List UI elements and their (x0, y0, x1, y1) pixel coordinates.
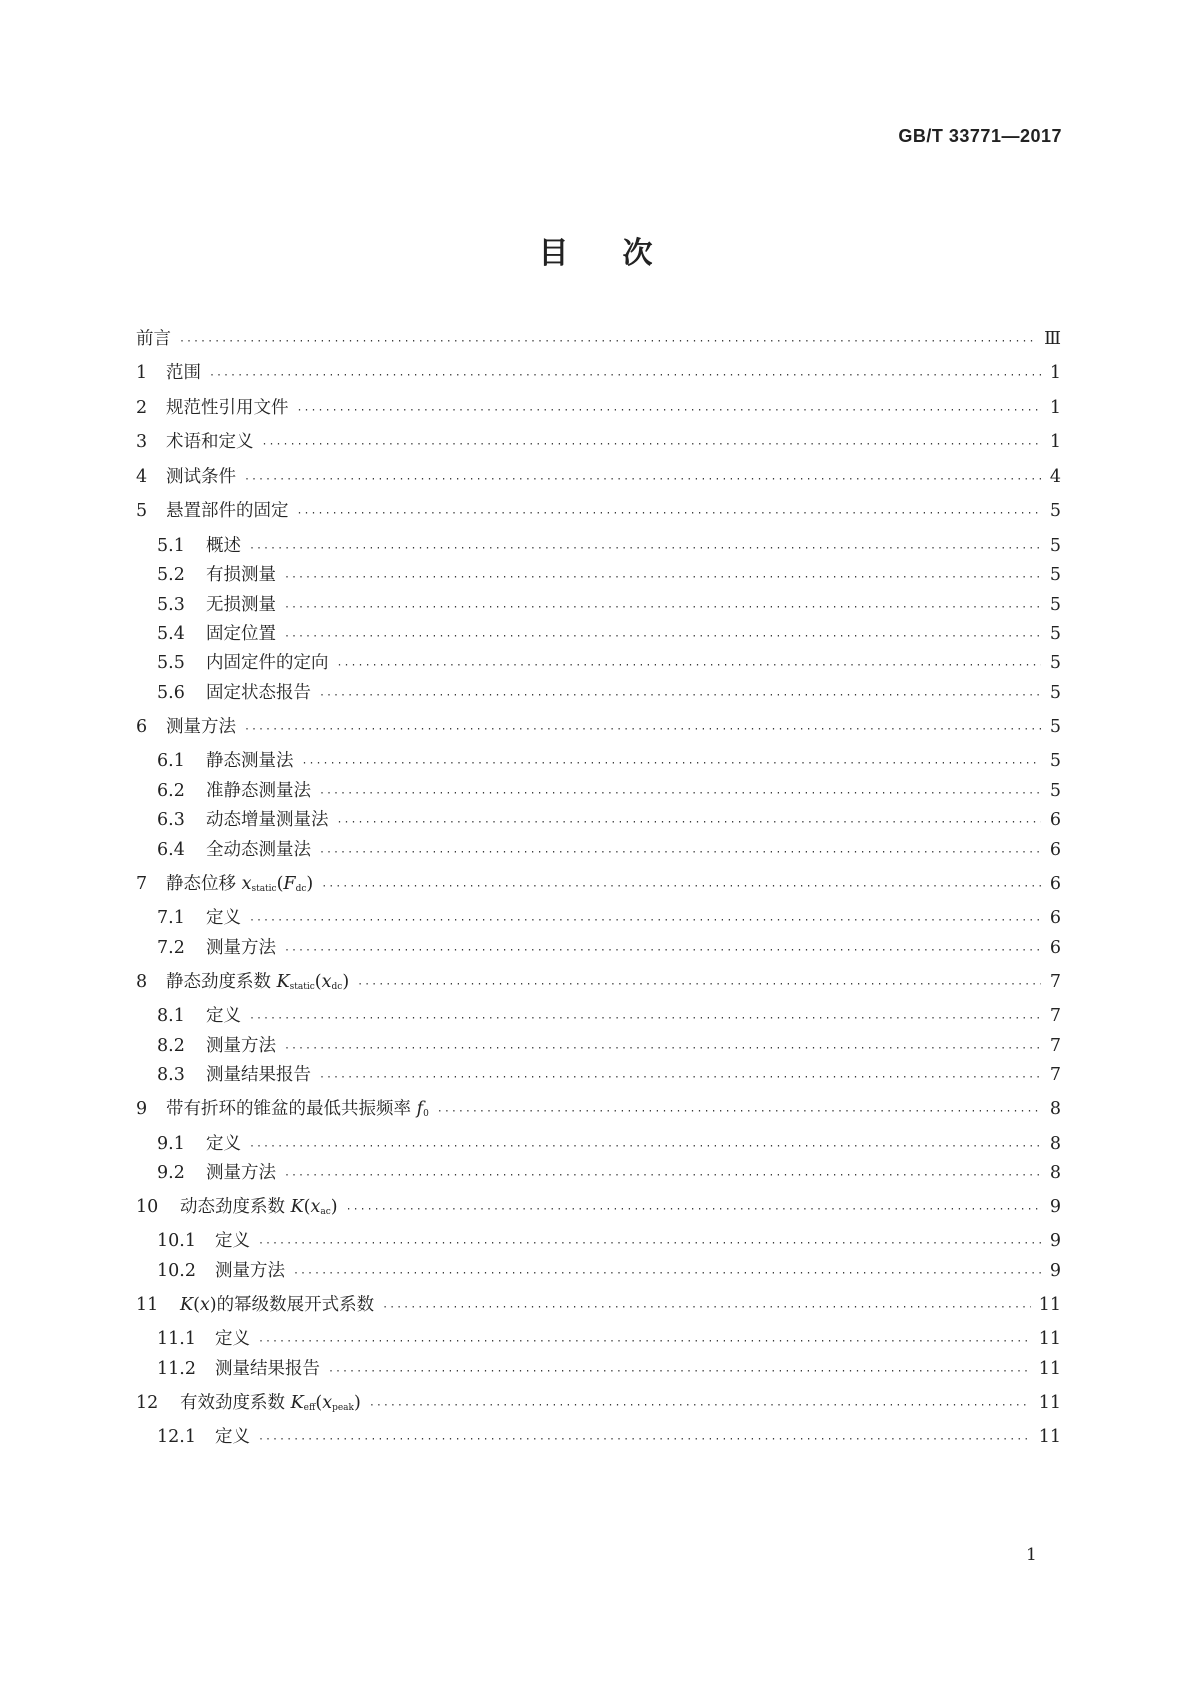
toc-entry-label: 静态位移 $x_{static}(F_{dc})$ (166, 874, 314, 894)
toc-entry-label: 静态测量法 (206, 751, 294, 771)
toc-leader-dots (249, 538, 1041, 560)
toc-entry-number: 12 (136, 1393, 159, 1413)
toc-entry[interactable] (157, 682, 1061, 707)
toc-entry-label: 带有折环的锥盆的最低共振频率 $f_0$ (166, 1099, 429, 1119)
toc-entry-page: 5 (1049, 717, 1061, 737)
toc-leader-dots (284, 1165, 1041, 1187)
toc-entry-label: 静态劲度系数 $K_{static}(x_{dc})$ (166, 972, 350, 992)
toc-entry-label: 定义 (215, 1427, 250, 1447)
toc-entry-page: 7 (1049, 1036, 1061, 1056)
toc-leader-dots (244, 719, 1041, 741)
toc-entry-label: 准静态测量法 (206, 781, 311, 801)
toc-entry-page: 5 (1049, 653, 1061, 673)
toc-entry-number: 6.1 (157, 751, 185, 771)
toc-entry[interactable] (157, 564, 1061, 589)
toc-entry-number: 5.1 (157, 536, 185, 556)
toc-title: 目次 (538, 236, 707, 271)
toc-entry-number: 4 (136, 467, 148, 487)
toc-entry-label: 测量结果报告 (215, 1359, 320, 1379)
toc-entry-number: 9 (136, 1099, 148, 1119)
toc-entry-label: 固定状态报告 (206, 683, 311, 703)
toc-entry-arg-subscript: peak (332, 1403, 355, 1413)
toc-leader-dots (337, 655, 1042, 677)
toc-entry-number: 10.1 (157, 1231, 196, 1251)
toc-entry-label: 术语和定义 (166, 432, 254, 452)
toc-entry[interactable] (157, 1260, 1061, 1285)
toc-entry-page: 11 (1038, 1295, 1061, 1315)
toc-leader-dots (284, 1038, 1041, 1060)
toc-entry[interactable] (157, 1005, 1061, 1030)
toc-leader-dots (249, 1136, 1041, 1158)
toc-entry-number: 11 (136, 1295, 159, 1315)
toc-entry-label: 动态增量测量法 (206, 810, 329, 830)
toc-entry[interactable] (157, 1162, 1061, 1187)
toc-leader-dots (337, 812, 1042, 834)
toc-entry-arg-subscript: dc (331, 982, 343, 992)
toc-entry-number: 5.3 (157, 595, 185, 615)
toc-leader-dots (258, 1233, 1041, 1255)
toc-entry-number: 8.3 (157, 1065, 185, 1085)
toc-entry[interactable] (157, 1133, 1061, 1158)
toc-leader-dots (258, 1331, 1031, 1353)
toc-leader-dots (293, 1263, 1041, 1285)
toc-leader-dots (357, 974, 1041, 996)
toc-entry-page: 6 (1049, 840, 1061, 860)
toc-entry-label: 定义 (215, 1231, 250, 1251)
toc-leader-dots (249, 1008, 1041, 1030)
toc-leader-dots (369, 1395, 1031, 1417)
toc-entry-arg-symbol: x (199, 1295, 210, 1315)
toc-entry-number: 10 (136, 1197, 159, 1217)
toc-entry-page: 11 (1038, 1359, 1061, 1379)
toc-entry[interactable] (136, 466, 1061, 491)
toc-entry-page: 4 (1049, 467, 1061, 487)
toc-entry-page: 5 (1049, 624, 1061, 644)
toc-entry-label: 测量方法 (206, 938, 276, 958)
toc-entry-arg-subscript: dc (295, 884, 307, 894)
toc-entry-subscript: 0 (423, 1109, 429, 1119)
toc-entry-label: 无损测量 (206, 595, 276, 615)
toc-leader-dots (297, 400, 1042, 422)
toc-entry-symbol: f (416, 1099, 424, 1119)
toc-entry-arg-symbol: x (321, 972, 332, 992)
toc-entry-page: 5 (1049, 781, 1061, 801)
toc-entry-number: 7.2 (157, 938, 185, 958)
toc-entry-number: 6.4 (157, 840, 185, 860)
toc-entry[interactable] (157, 652, 1061, 677)
toc-entry-page: 6 (1049, 938, 1061, 958)
toc-entry-page: 11 (1038, 1329, 1061, 1349)
toc-leader-dots (284, 626, 1041, 648)
toc-leader-dots (284, 597, 1041, 619)
toc-entry-label: 定义 (215, 1329, 250, 1349)
toc-entry[interactable] (136, 1196, 1061, 1223)
toc-entry-number: 7 (136, 874, 148, 894)
toc-entry-label: 全动态测量法 (206, 840, 311, 860)
toc-entry-page: 7 (1049, 972, 1061, 992)
toc-leader-dots (328, 1361, 1031, 1383)
toc-entry-page: 5 (1049, 536, 1061, 556)
toc-leader-dots (346, 1199, 1041, 1221)
toc-entry[interactable] (136, 500, 1061, 525)
toc-entry-number: 9.2 (157, 1163, 185, 1183)
toc-entry[interactable] (157, 937, 1061, 962)
toc-entry-label: 固定位置 (206, 624, 276, 644)
toc-entry-label: 规范性引用文件 (166, 398, 289, 418)
toc-entry[interactable] (157, 535, 1061, 560)
toc-entry-page: 1 (1049, 432, 1061, 452)
toc-entry-number: 5.4 (157, 624, 185, 644)
toc-entry-page: 6 (1049, 908, 1061, 928)
toc-entry[interactable] (157, 1426, 1061, 1451)
toc-entry[interactable] (136, 873, 1061, 900)
toc-entry-number: 9.1 (157, 1134, 185, 1154)
toc-entry-label: 内固定件的定向 (206, 653, 329, 673)
toc-entry-number: 11.2 (157, 1359, 196, 1379)
toc-entry-symbol: K (276, 972, 290, 992)
toc-entry-page: 5 (1049, 595, 1061, 615)
toc-entry-number: 6 (136, 717, 148, 737)
toc-entry-label: 前言 (136, 329, 171, 349)
toc-entry[interactable] (157, 1230, 1061, 1255)
toc-entry-label: 悬置部件的固定 (166, 501, 289, 521)
toc-entry-page: 7 (1049, 1006, 1061, 1026)
toc-entry[interactable] (157, 1358, 1061, 1383)
toc-entry-arg-symbol: x (322, 1393, 333, 1413)
toc-entry-label: 定义 (206, 1134, 241, 1154)
toc-entry-label: 测量方法 (166, 717, 236, 737)
toc-leader-dots (179, 331, 1036, 353)
toc-entry-page: 1 (1049, 363, 1061, 383)
toc-entry-page: Ⅲ (1044, 329, 1061, 349)
toc-entry[interactable] (157, 1035, 1061, 1060)
toc-entry[interactable] (157, 594, 1061, 619)
toc-entry[interactable] (157, 1328, 1061, 1353)
toc-entry[interactable] (157, 907, 1061, 932)
toc-entry[interactable] (136, 431, 1061, 456)
toc-entry-number: 5.2 (157, 565, 185, 585)
toc-entry-label: 有损测量 (206, 565, 276, 585)
toc-entry-subscript: static (289, 982, 315, 992)
toc-entry-symbol: K (180, 1295, 194, 1315)
toc-leader-dots (262, 434, 1042, 456)
toc-entry-page: 9 (1049, 1261, 1061, 1281)
toc-entry[interactable] (136, 1392, 1061, 1419)
toc-entry-symbol: x (241, 874, 252, 894)
toc-entry-subscript: static (251, 884, 277, 894)
toc-entry-label: 概述 (206, 536, 241, 556)
toc-entry-label: 有效劲度系数 $K_{eff}(x_{peak})$ (180, 1393, 361, 1413)
toc-entry-symbol: K (290, 1197, 304, 1217)
toc-entry-page: 5 (1049, 501, 1061, 521)
toc-leader-dots (249, 910, 1041, 932)
toc-entry[interactable] (136, 716, 1061, 741)
toc-entry-page: 9 (1049, 1197, 1061, 1217)
toc-entry-page: 9 (1049, 1231, 1061, 1251)
toc-leader-dots (284, 567, 1041, 589)
toc-leader-dots (319, 685, 1041, 707)
toc-entry-arg-subscript: ac (320, 1207, 331, 1217)
toc-leader-dots (319, 783, 1041, 805)
toc-entry-label: 测试条件 (166, 467, 236, 487)
toc-entry-label: K(x)的幂级数展开式系数 (180, 1295, 375, 1315)
toc-entry-number: 10.2 (157, 1261, 196, 1281)
toc-entry-number: 7.1 (157, 908, 185, 928)
toc-entry[interactable] (136, 971, 1061, 998)
toc-entry-page: 5 (1049, 565, 1061, 585)
toc-entry[interactable] (136, 362, 1061, 387)
toc-entry-number: 3 (136, 432, 148, 452)
toc-entry-label: 测量方法 (206, 1163, 276, 1183)
toc-entry-page: 5 (1049, 751, 1061, 771)
toc-entry-page: 6 (1049, 874, 1061, 894)
toc-entry-page: 8 (1049, 1134, 1061, 1154)
toc-entry[interactable] (136, 1098, 1061, 1125)
toc-leader-dots (284, 940, 1041, 962)
toc-entry[interactable] (157, 780, 1061, 805)
toc-entry-label: 测量结果报告 (206, 1065, 311, 1085)
toc-leader-dots (302, 753, 1042, 775)
toc-entry-label: 测量方法 (215, 1261, 285, 1281)
toc-entry-label: 测量方法 (206, 1036, 276, 1056)
toc-entry-number: 6.3 (157, 810, 185, 830)
toc-entry-page: 1 (1049, 398, 1061, 418)
toc-entry-page: 8 (1049, 1163, 1061, 1183)
toc-entry-page: 6 (1049, 810, 1061, 830)
toc-entry-label: 定义 (206, 1006, 241, 1026)
toc-entry-label: 范围 (166, 363, 201, 383)
toc-entry-label: 动态劲度系数 $K(x_{ac})$ (180, 1197, 338, 1217)
toc-entry-number: 8 (136, 972, 148, 992)
toc-leader-dots (258, 1429, 1031, 1451)
toc-entry-symbol: K (290, 1393, 304, 1413)
toc-entry-number: 1 (136, 363, 148, 383)
toc-leader-dots (209, 365, 1041, 387)
toc-entry-arg-symbol: x (310, 1197, 321, 1217)
toc-leader-dots (319, 1067, 1041, 1089)
toc-entry[interactable] (136, 328, 1061, 353)
toc-entry[interactable] (136, 1294, 1061, 1319)
toc-entry[interactable] (157, 1064, 1061, 1089)
toc-entry-number: 8.1 (157, 1006, 185, 1026)
toc-leader-dots (244, 469, 1041, 491)
toc-entry-page: 8 (1049, 1099, 1061, 1119)
toc-entry-subscript: eff (303, 1403, 316, 1413)
toc-entry-number: 12.1 (157, 1427, 196, 1447)
toc-entry-number: 2 (136, 398, 148, 418)
standard-code: GB/T 33771—2017 (898, 126, 1062, 146)
toc-entry-number: 8.2 (157, 1036, 185, 1056)
toc-entry-arg-symbol: F (283, 874, 296, 894)
toc-leader-dots (382, 1297, 1031, 1319)
toc-entry[interactable] (136, 397, 1061, 422)
toc-entry-number: 11.1 (157, 1329, 196, 1349)
toc-entry[interactable] (157, 839, 1061, 864)
toc-leader-dots (297, 503, 1042, 525)
toc-entry-number: 5.5 (157, 653, 185, 673)
toc-entry-number: 6.2 (157, 781, 185, 801)
toc-entry[interactable] (157, 750, 1061, 775)
toc-entry-page: 11 (1038, 1393, 1061, 1413)
page-number: 1 (1026, 1545, 1037, 1565)
toc-entry-label: 定义 (206, 908, 241, 928)
toc-entry-number: 5 (136, 501, 148, 521)
toc-entry-page: 7 (1049, 1065, 1061, 1085)
toc-leader-dots (437, 1101, 1041, 1123)
toc-entry-page: 11 (1038, 1427, 1061, 1447)
toc-leader-dots (319, 842, 1041, 864)
toc-leader-dots (321, 876, 1041, 898)
toc-entry-number: 5.6 (157, 683, 185, 703)
toc-entry-page: 5 (1049, 683, 1061, 703)
toc-entry[interactable] (157, 623, 1061, 648)
toc-entry[interactable] (157, 809, 1061, 834)
